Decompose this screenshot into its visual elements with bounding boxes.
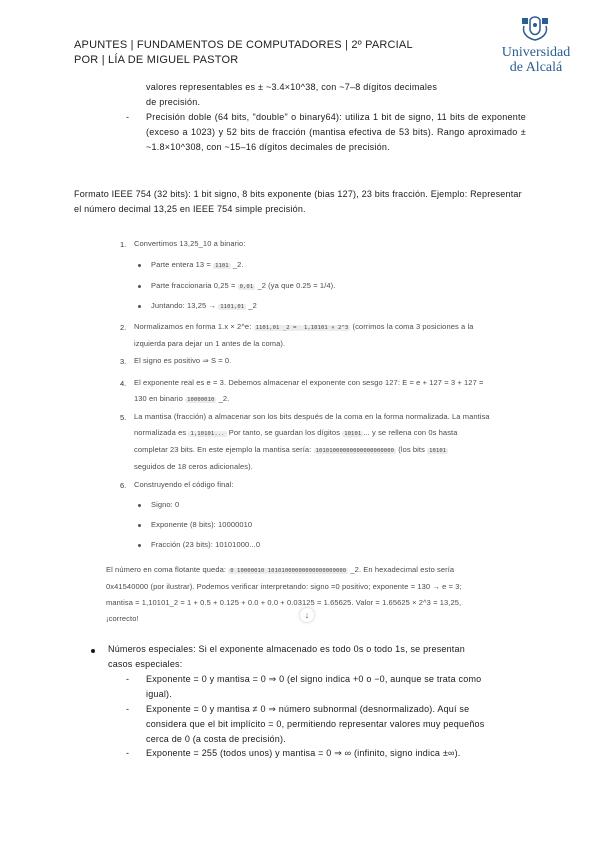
scroll-down-button[interactable] [300, 608, 314, 622]
float-range-line-1: valores representables es ± ~3.4×10^38, con ~7–8 dígitos decimales [146, 82, 438, 92]
bullet-dot [138, 544, 141, 547]
logo-line-1: Universidad [501, 45, 571, 60]
university-logo [496, 16, 576, 78]
step-6-number: 6. [120, 481, 127, 490]
step-6-sub-2: Exponente (8 bits): 10000010 [151, 520, 253, 529]
ieee754-intro: Formato IEEE 754 (32 bits): 1 bit signo, 8 bits exponente (bias 127), 23 bits fracción. Ejemplo: Representar el número decimal 13,25 en IEEE 754 simple precisión. [74, 189, 522, 214]
step-4-number: 4. [120, 379, 127, 388]
step-6-sub-3: Fracción (23 bits): 10101000...0 [151, 540, 261, 549]
float-range-continuation [146, 80, 486, 110]
special-case-zero: Exponente = 0 y mantisa = 0 ⇒ 0 (el signo indica +0 o −0, aunque se trata como igual). [146, 674, 482, 699]
bullet-dot [138, 504, 141, 507]
bullet-dot [138, 285, 141, 288]
float-range-line-2: de precisión. [146, 97, 201, 107]
logo-line-2: de Alcalá [509, 60, 563, 75]
dash-bullet: - [126, 674, 129, 684]
step-3-text: El signo es positivo ⇒ S = 0. [134, 356, 232, 365]
bullet-dot [91, 649, 95, 653]
dash-bullet: - [126, 704, 129, 714]
step-6-text: Construyendo el código final: [134, 480, 234, 489]
step-4-text: El exponente real es e = 3. Debemos almacenar el exponente con sesgo 127: E = e + 127 = 3 + 127 = 130 en binario 10000010 _2. [134, 378, 484, 403]
arrow-down-icon: ↓ [304, 610, 310, 620]
dash-bullet: - [126, 112, 129, 122]
step-6-sub-1: Signo: 0 [151, 500, 180, 509]
document-header [74, 38, 454, 68]
step-2-number: 2. [120, 323, 127, 332]
double-precision-text: Precisión doble (64 bits, "double" o binary64): utiliza 1 bit de signo, 11 bits de exponente (exceso a 1023) y 52 bits de fracción (mantisa efectiva de 53 bits). Rango aproximado ± ~1.8×10^308, con ~15–16 dígitos decimales de precisión. [146, 112, 526, 152]
crest-icon [518, 16, 552, 42]
step-1-sub-1: Parte entera 13 = 1101 _2. [151, 260, 244, 269]
step-1-sub-2: Parte fraccionaria 0,25 = 0,01 _2 (ya que 0.25 = 1/4). [151, 281, 336, 290]
header-line-1: APUNTES | FUNDAMENTOS DE COMPUTADORES | 2º PARCIAL [74, 39, 413, 51]
step-1-sub-3: Juntando: 13,25 → 1101,01 _2 [151, 301, 257, 310]
dash-bullet: - [126, 748, 129, 758]
step-5-text: La mantisa (fracción) a almacenar son los bits después de la coma en la forma normalizada. La mantisa normalizada es 1,10101... Por tanto, se guardan los dígitos 10101 ... y se rellena con 0s hasta completar 23 bits. En este ejemplo la mantisa sería: 10101000000000000000000 (los bits 10101 seguidos de 18 ceros adicionales). [134, 412, 490, 471]
step-1-text: Convertimos 13,25_10 a binario: [134, 239, 246, 248]
step-5-number: 5. [120, 413, 127, 422]
bullet-dot [138, 524, 141, 527]
final-result-paragraph: El número en coma flotante queda: 0 10000010 10101000000000000000000 _2. En hexadecimal esto sería 0x41540000 (por ilustrar). Podemos verificar interpretando: signo =0 positivo; exponente = 130 → e = 3; mantisa = 1,10101_2 = 1 + 0.5 + 0.125 + 0.0 + 0.0 + 0.03125 = 1.65625. Valor = 1.65625 × 2^3 = 13,25, ¡correcto! [106, 565, 462, 623]
special-numbers-title: Números especiales: Si el exponente almacenado es todo 0s o todo 1s, se presentan casos especiales: [108, 644, 465, 669]
bullet-dot [138, 264, 141, 267]
special-case-infinity: Exponente = 255 (todos unos) y mantisa = 0 ⇒ ∞ (infinito, signo indica ±∞). [146, 748, 461, 758]
header-line-2: POR | LÍA DE MIGUEL PASTOR [74, 54, 239, 66]
step-3-number: 3. [120, 357, 127, 366]
step-2-text: Normalizamos en forma 1.x × 2^e: 1101,01 _2 = 1,10101 × 2^3 (corrimos la coma 3 posiciones a la izquierda para dejar un 1 antes de la coma). [134, 322, 474, 348]
special-case-subnormal: Exponente = 0 y mantisa ≠ 0 ⇒ número subnormal (desnormalizado). Aquí se considera que el bit implícito = 0, permitiendo representar valores muy pequeños cerca de 0 (a costa de precisión). [146, 704, 485, 744]
step-1-number: 1. [120, 240, 127, 249]
bullet-dot [138, 305, 141, 308]
